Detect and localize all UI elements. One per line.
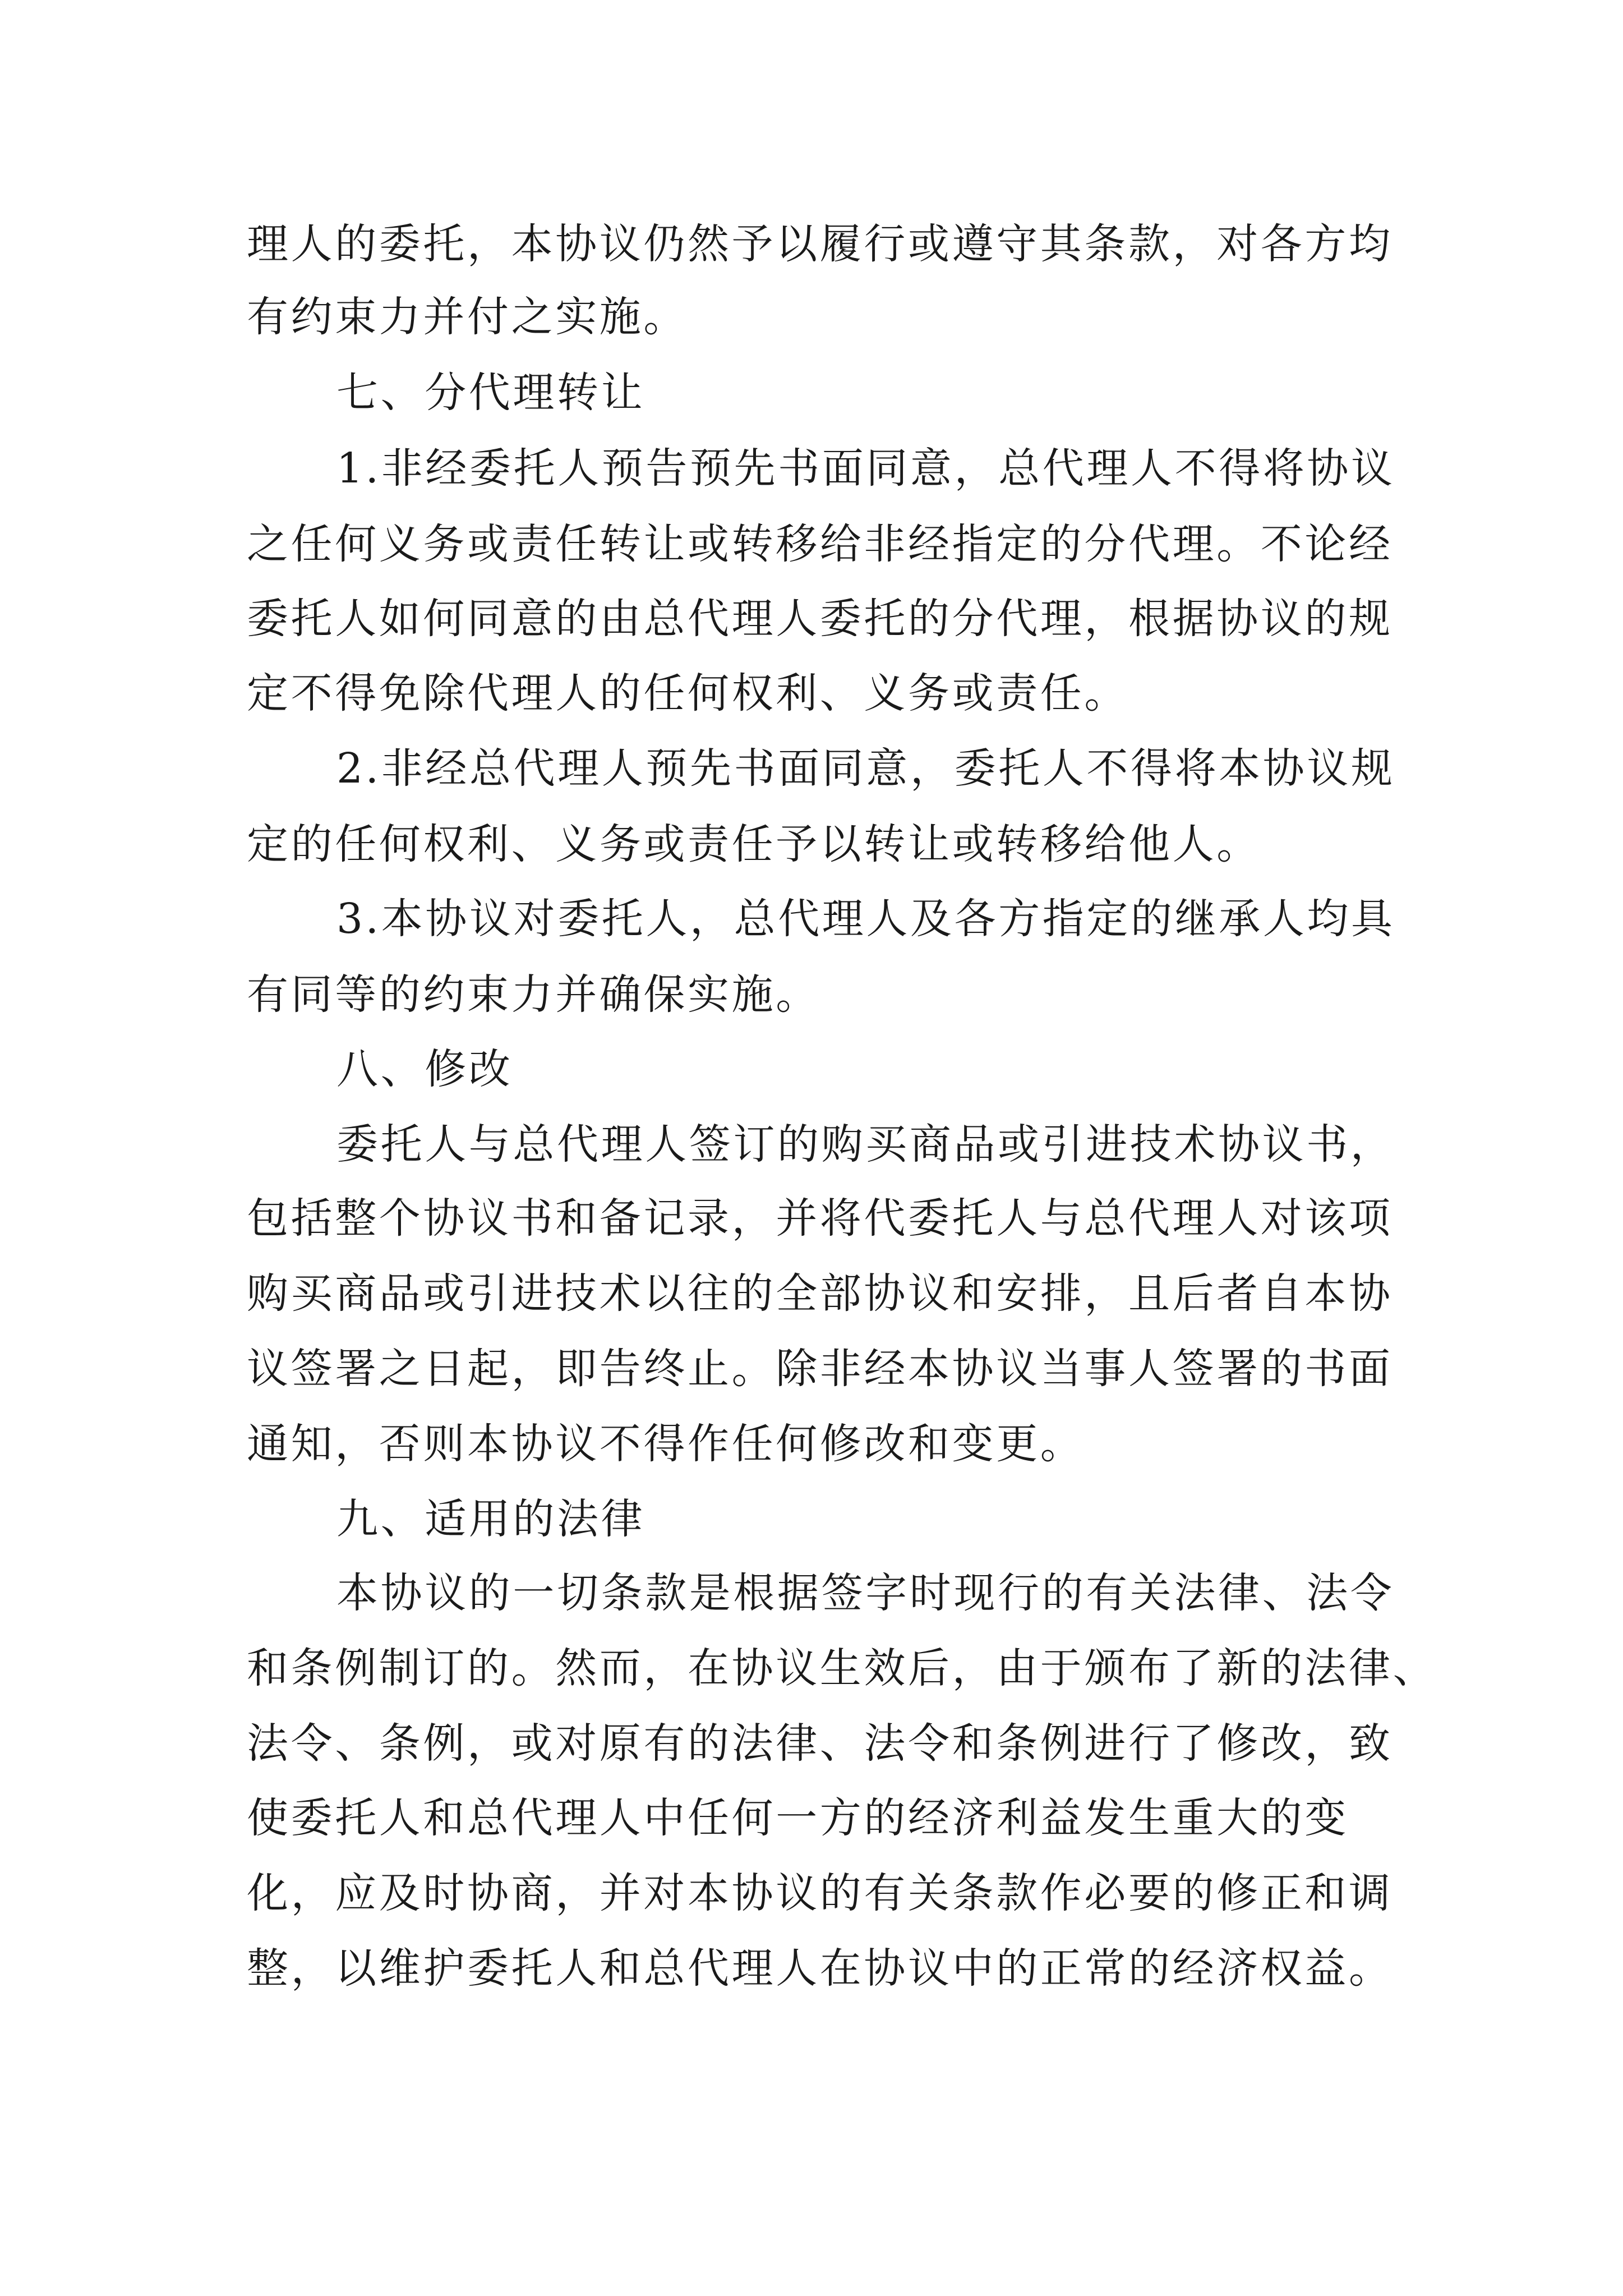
paragraph-line: 购买商品或引进技术以往的全部协议和安排，且后者自本协 (247, 1269, 1393, 1318)
paragraph-line: 理人的委托，本协议仍然予以履行或遵守其条款，对各方均 (247, 220, 1393, 268)
paragraph-line: 有同等的约束力并确保实施。 (247, 970, 820, 1019)
paragraph-line: 有约束力并付之实施。 (247, 293, 688, 341)
paragraph-line: 议签署之日起，即告终止。除非经本协议当事人签署的书面 (247, 1345, 1393, 1393)
paragraph-line: 通知，否则本协议不得作任何修改和变更。 (247, 1420, 1085, 1468)
paragraph-line: 使委托人和总代理人中任何一方的经济利益发生重大的变 (247, 1794, 1349, 1842)
paragraph-line: 定的任何权利、义务或责任予以转让或转移给他人。 (247, 820, 1261, 868)
paragraph-line: 2.非经总代理人预先书面同意，委托人不得将本协议规 (336, 744, 1395, 793)
section-heading: 八、修改 (336, 1045, 513, 1093)
paragraph-line: 整，以维护委托人和总代理人在协议中的正常的经济权益。 (247, 1944, 1393, 1993)
paragraph-line: 包括整个协议书和备记录，并将代委托人与总代理人对该项 (247, 1194, 1393, 1243)
paragraph-line: 3.本协议对委托人，总代理人及各方指定的继承人均具 (336, 895, 1395, 943)
paragraph-line: 委托人与总代理人签订的购买商品或引进技术协议书， (336, 1120, 1395, 1168)
paragraph-line: 之任何义务或责任转让或转移给非经指定的分代理。不论经 (247, 520, 1393, 568)
paragraph-line: 化，应及时协商，并对本协议的有关条款作必要的修正和调 (247, 1869, 1393, 1917)
paragraph-line: 定不得免除代理人的任何权利、义务或责任。 (247, 669, 1128, 717)
paragraph-line: 和条例制订的。然而，在协议生效后，由于颁布了新的法律、 (247, 1644, 1437, 1692)
paragraph-line: 本协议的一切条款是根据签字时现行的有关法律、法令 (336, 1569, 1395, 1617)
section-heading: 七、分代理转让 (336, 369, 645, 417)
paragraph-line: 法令、条例，或对原有的法律、法令和条例进行了修改，致 (247, 1719, 1393, 1768)
section-heading: 九、适用的法律 (336, 1495, 645, 1543)
paragraph-line: 委托人如何同意的由总代理人委托的分代理，根据协议的规 (247, 595, 1393, 643)
paragraph-line: 1.非经委托人预告预先书面同意，总代理人不得将协议 (336, 444, 1395, 493)
